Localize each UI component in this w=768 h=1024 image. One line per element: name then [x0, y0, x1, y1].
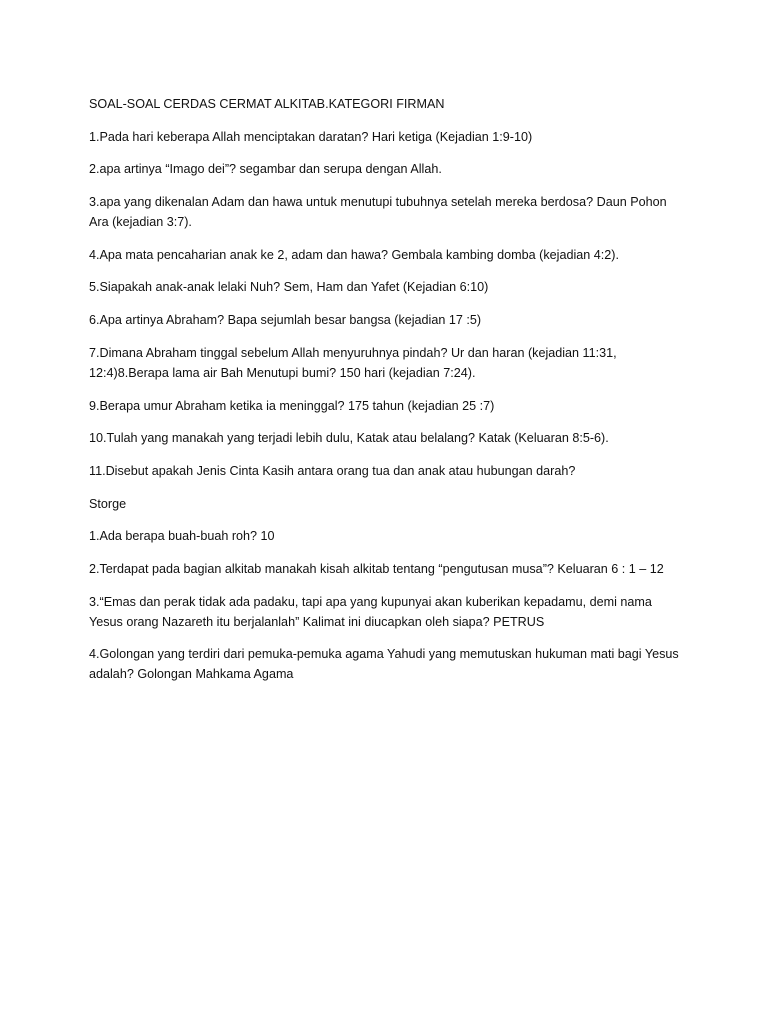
- paragraph-11: Storge: [89, 496, 127, 511]
- paragraph-3: 3.apa yang dikenalan Adam dan hawa untuk menutupi tubuhnya setelah mereka berdosa? Daun Pohon Ara (kejadian 3:7).: [89, 195, 667, 230]
- paragraph-13: 2.Terdapat pada bagian alkitab manakah kisah alkitab tentang “pengutusan musa”? Keluaran 6 : 1 – 12: [89, 561, 664, 576]
- paragraph-8: 9.Berapa umur Abraham ketika ia meninggal? 175 tahun (kejadian 25 :7): [89, 398, 495, 413]
- paragraph-9: 10.Tulah yang manakah yang terjadi lebih dulu, Katak atau belalang? Katak (Keluaran 8:5-6).: [89, 431, 609, 446]
- paragraph-6: 6.Apa artinya Abraham? Bapa sejumlah besar bangsa (kejadian 17 :5): [89, 313, 482, 328]
- paragraph-1: 1.Pada hari keberapa Allah menciptakan daratan? Hari ketiga (Kejadian 1:9-10): [89, 129, 533, 144]
- paragraph-12: 1.Ada berapa buah-buah roh? 10: [89, 529, 275, 544]
- paragraph-2: 2.apa artinya “Imago dei”? segambar dan serupa dengan Allah.: [89, 162, 442, 177]
- paragraph-10: 11.Disebut apakah Jenis Cinta Kasih antara orang tua dan anak atau hubungan darah?: [89, 463, 576, 478]
- paragraph-4: 4.Apa mata pencaharian anak ke 2, adam dan hawa? Gembala kambing domba (kejadian 4:2).: [89, 247, 619, 262]
- paragraph-14: 3.“Emas dan perak tidak ada padaku, tapi apa yang kupunyai akan kuberikan kepadamu, demi nama Yesus orang Nazareth itu berjalanlah” Kalimat ini diucapkan oleh siapa? PETRUS: [89, 594, 652, 629]
- document-title: SOAL-SOAL CERDAS CERMAT ALKITAB.KATEGORI FIRMAN: [89, 97, 445, 111]
- paragraph-7: 7.Dimana Abraham tinggal sebelum Allah menyuruhnya pindah? Ur dan haran (kejadian 11:31, 12:4)8.Berapa lama air Bah Menutupi bumi? 150 hari (kejadian 7:24).: [89, 345, 617, 380]
- document-body: [89, 94, 679, 697]
- paragraph-5: 5.Siapakah anak-anak lelaki Nuh? Sem, Ham dan Yafet (Kejadian 6:10): [89, 280, 489, 295]
- paragraph-15: 4.Golongan yang terdiri dari pemuka-pemuka agama Yahudi yang memutuskan hukuman mati bagi Yesus adalah? Golongan Mahkama Agama: [89, 647, 679, 682]
